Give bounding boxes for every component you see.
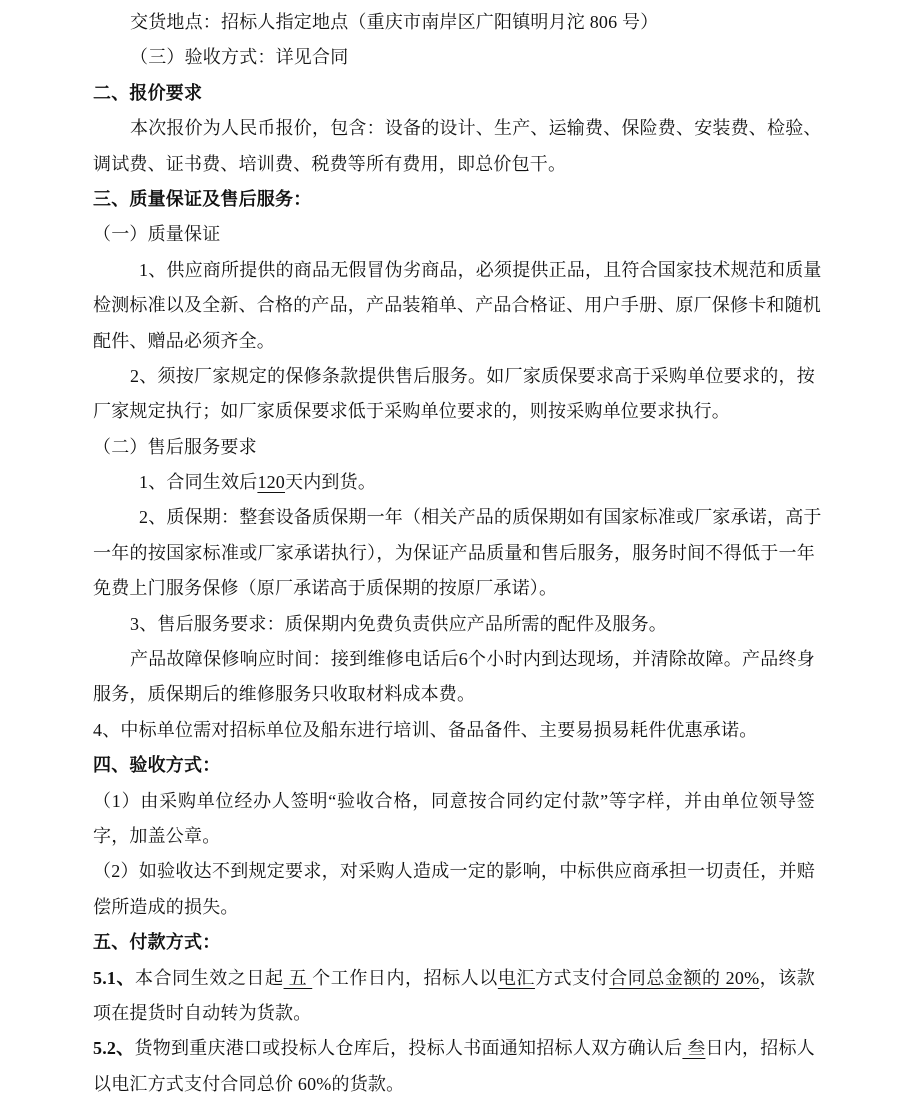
document-line [93,1031,815,1066]
text-run: 调试费、证书费、培训费、税费等所有费用，即总价包干。 [93,153,567,174]
document-line [93,147,815,182]
text-run: （一）质量保证 [93,224,221,245]
document-line [93,607,815,642]
document-heading-line [93,182,815,217]
text-run: 货物到重庆港口或投标人仓库后，投标人书面通知招标人双方确认后 [134,1038,683,1059]
text-run: 二、报价要求 [93,82,203,103]
text-run: 一年的按国家标准或厂家承诺执行），为保证产品质量和售后服务，服务时间不得低于一年 [93,542,815,563]
text-run: 厂家规定执行；如厂家质保要求低于采购单位要求的，则按采购单位要求执行。 [93,401,730,422]
document-heading-line [93,925,815,960]
document-line [93,324,815,359]
document-line [93,111,822,146]
document-line [93,713,815,748]
document-line [93,1067,815,1102]
document-line [93,288,821,323]
text-run: 产品故障保修响应时间：接到维修电话后6个小时内到达现场，并清除故障。产品终身 [130,649,815,670]
underlined-text-run: 叁 [682,1038,706,1059]
text-run: 交货地点：招标人指定地点（重庆市南岸区广阳镇明月沱 806 号） [130,12,659,32]
text-run: 偿所造成的损失。 [93,896,239,917]
document-heading-line [93,748,815,783]
text-run: 检测标准以及全新、合格的产品，产品装箱单、产品合格证、用户手册、原厂保修卡和随机 [93,295,821,316]
text-run: 项在提货时自动转为货款。 [93,1002,312,1023]
text-run: 免费上门服务保修（原厂承诺高于质保期的按原厂承诺）。 [93,578,558,599]
text-run: 四、验收方式： [93,755,221,776]
underlined-text-run: 五 [283,967,313,988]
text-run: 配件、赠品必须齐全。 [93,330,275,351]
text-run: 4、中标单位需对招标单位及船东进行培训、备品备件、主要易损易耗件优惠承诺。 [93,719,758,740]
text-run: 2、须按厂家规定的保修条款提供售后服务。如厂家质保要求高于采购单位要求的，按 [130,365,815,386]
document-line [93,359,815,394]
document-line [93,40,815,75]
document-line [93,819,815,854]
underlined-text-run: 120 [257,472,286,493]
document-line [93,465,815,500]
text-run: 以电汇方式支付合同总价 60%的货款。 [93,1073,405,1094]
document-line [93,430,815,465]
document-line [93,500,822,535]
text-run: 5.1、 [93,967,136,988]
document-line [93,571,815,606]
document-line [93,854,815,889]
document-body [93,5,822,1102]
document-line [93,677,815,712]
text-run: 本次报价为人民币报价，包含：设备的设计、生产、运输费、保险费、安装费、检验、 [130,118,822,139]
document-line [93,996,815,1031]
document-heading-line [93,76,815,111]
document-line [93,536,815,571]
text-run: 5.2、 [93,1038,135,1059]
text-run: 3、售后服务要求：质保期内免费负责供应产品所需的配件及服务。 [130,613,667,634]
text-run: 1、供应商所提供的商品无假冒伪劣商品，必须提供正品，且符合国家技术规范和质量 [139,259,822,280]
text-run: 日内，招标人 [705,1038,815,1059]
text-run: （二）售后服务要求 [93,436,257,457]
text-run: 方式支付 [534,967,610,988]
underlined-text-run: 合同总金额的 20% [609,967,760,988]
document-line [93,642,815,677]
document-line [93,253,822,288]
text-run: 天内到货。 [285,472,377,493]
underlined-text-run: 电汇 [497,967,535,988]
text-run: 本合同生效之日起 [135,967,284,988]
document-line [93,394,815,429]
document-line [93,5,815,40]
text-run: 2、质保期：整套设备质保期一年（相关产品的质保期如有国家标准或厂家承诺，高于 [139,507,822,528]
text-run: （1）由采购单位经办人签明“验收合格，同意按合同约定付款”等字样，并由单位领导签 [93,790,815,811]
text-run: （三）验收方式：详见合同 [130,47,349,68]
document-line [93,217,815,252]
text-run: 个工作日内，招标人以 [312,967,498,988]
document-line [93,890,815,925]
text-run: （2）如验收达不到规定要求，对采购人造成一定的影响，中标供应商承担一切责任，并赔 [93,861,815,882]
document-line [93,784,815,819]
text-run: ，该款 [759,967,815,988]
text-run: 五、付款方式： [93,932,221,953]
text-run: 1、合同生效后 [139,472,258,493]
text-run: 三、质量保证及售后服务： [93,188,312,209]
text-run: 字，加盖公章。 [93,825,221,846]
document-line [93,961,815,996]
text-run: 服务，质保期后的维修服务只收取材料成本费。 [93,684,476,705]
